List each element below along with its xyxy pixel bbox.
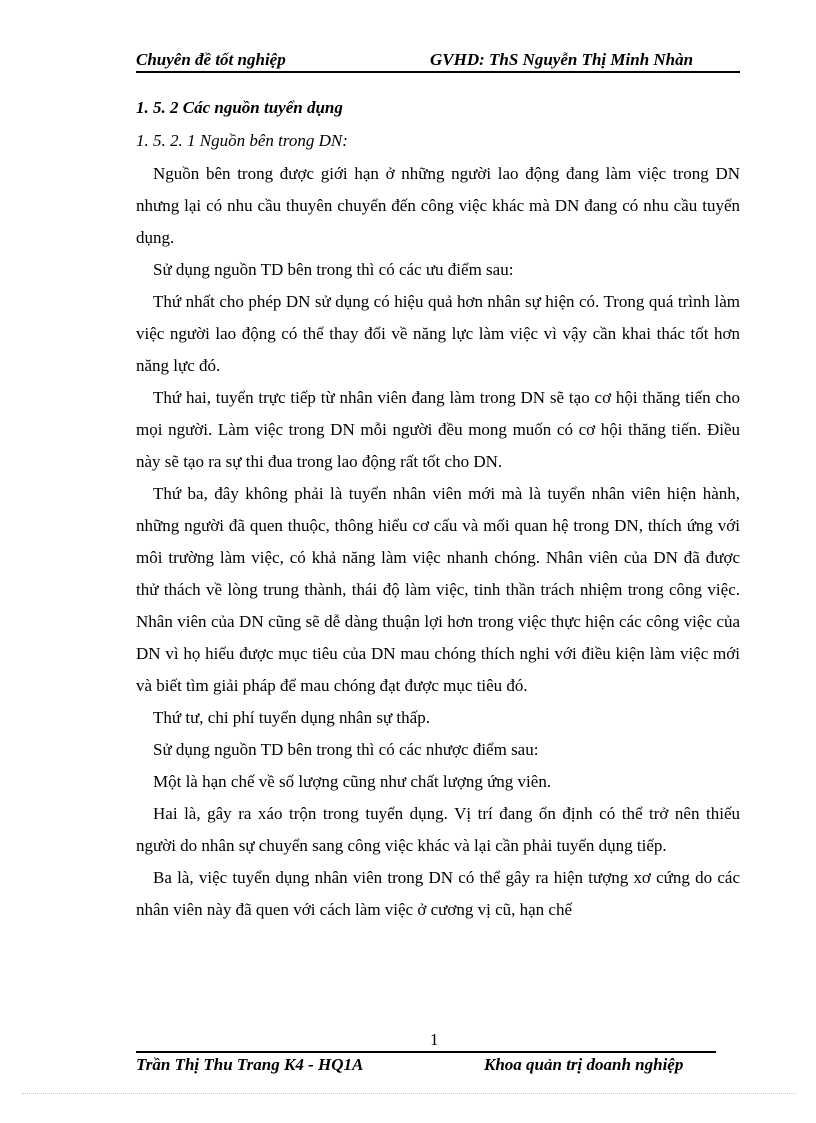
paragraph: Thứ ba, đây không phải là tuyển nhân viên mới mà là tuyển nhân viên hiện hành, những người đã quen thuộc, thông hiểu cơ cấu và mối quan hệ trong DN, thích ứng với môi trường làm việc, có khả năng làm việc nhanh chóng. Nhân viên của DN đã được thử thách về lòng trung thành, thái độ làm việc, tinh thần trách nhiệm trong công việc. Nhân viên của DN cũng sẽ dễ dàng thuận lợi hơn trong việc thực hiện các công việc của DN vì họ hiểu được mục tiêu của DN mau chóng thích nghi với điều kiện làm việc mới và biết tìm giải pháp để mau chóng đạt được mục tiêu đó. (136, 484, 740, 695)
paragraph: Thứ hai, tuyển trực tiếp từ nhân viên đang làm trong DN sẽ tạo cơ hội thăng tiến cho mọi người. Làm việc trong DN mỗi người đều mong muốn có cơ hội thăng tiến. Điều này sẽ tạo ra sự thi đua trong lao động rất tốt cho DN. (136, 388, 740, 471)
paragraph: Sử dụng nguồn TD bên trong thì có các nhược điểm sau: (153, 740, 539, 759)
paragraph: Ba là, việc tuyển dụng nhân viên trong DN có thể gây ra hiện tượng xơ cứng do các nhân viên này đã quen với cách làm việc ở cương vị cũ, hạn chế (136, 868, 740, 919)
paragraph: Hai là, gây ra xáo trộn trong tuyển dụng. Vị trí đang ổn định có thể trở nên thiếu người do nhân sự chuyển sang công việc khác và lại cần phải tuyển dụng tiếp. (136, 804, 740, 855)
header-right-text: GVHD: ThS Nguyễn Thị Minh Nhàn (430, 50, 694, 69)
section-heading: 1. 5. 2 Các nguồn tuyển dụng (136, 98, 343, 117)
paragraph: Một là hạn chế về số lượng cũng như chất lượng ứng viên. (153, 772, 552, 791)
page-break-line (22, 1093, 796, 1094)
footer-left-text: Trần Thị Thu Trang K4 - HQ1A (136, 1055, 364, 1074)
paragraph: Thứ nhất cho phép DN sử dụng có hiệu quả hơn nhân sự hiện có. Trong quá trình làm việc người lao động có thể thay đổi về năng lực làm việc vì vậy cần khai thác tốt hơn năng lực đó. (136, 292, 740, 375)
paragraph: Sử dụng nguồn TD bên trong thì có các ưu điểm sau: (153, 260, 514, 279)
header-left-text: Chuyên đề tốt nghiệp (136, 50, 286, 69)
page-footer (136, 1055, 736, 1077)
paragraph: Nguồn bên trong được giới hạn ở những người lao động đang làm việc trong DN nhưng lại có nhu cầu thuyên chuyển đến công việc khác mà DN đang có nhu cầu tuyển dụng. (136, 164, 740, 247)
header-rule (136, 71, 740, 73)
paragraph: Thứ tư, chi phí tuyển dụng nhân sự thấp. (153, 708, 430, 727)
page-header (136, 50, 740, 72)
page-number: 1 (430, 1030, 439, 1049)
footer-rule (136, 1051, 716, 1053)
document-body (136, 93, 740, 926)
section-subheading: 1. 5. 2. 1 Nguồn bên trong DN: (136, 131, 348, 150)
footer-right-text: Khoa quản trị doanh nghiệp (484, 1055, 684, 1074)
